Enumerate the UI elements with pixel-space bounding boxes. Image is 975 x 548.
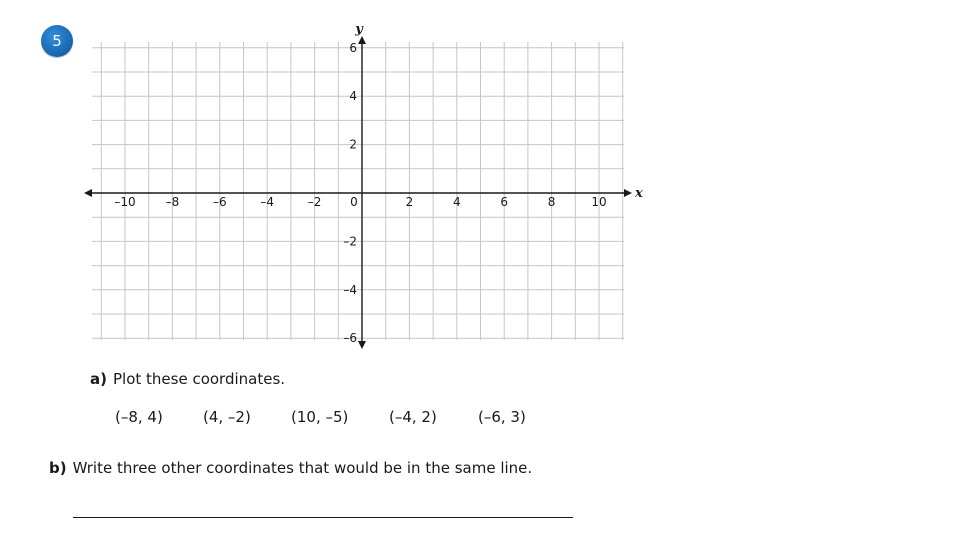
- part-a: [90, 370, 285, 388]
- coordinate-5: (–6, 3): [478, 408, 526, 426]
- y-axis-label: y: [355, 22, 363, 37]
- x-tick-label: –2: [307, 195, 322, 209]
- x-axis-arrow-left: [84, 189, 92, 197]
- part-b-letter: b): [49, 459, 67, 477]
- x-axis-arrow-right: [624, 189, 632, 197]
- y-tick-label: 4: [349, 89, 357, 104]
- part-a-letter: a): [90, 370, 107, 388]
- y-tick-label: 6: [349, 40, 357, 55]
- coordinate-3: (10, –5): [291, 408, 349, 426]
- y-axis-arrow-bottom: [358, 341, 366, 349]
- y-tick-label: 2: [349, 137, 357, 152]
- answer-line[interactable]: [73, 517, 573, 518]
- coordinate-1: (–8, 4): [115, 408, 163, 426]
- y-axis-arrow-top: [358, 36, 366, 44]
- part-a-text: Plot these coordinates.: [112, 370, 286, 388]
- x-tick-label: 6: [500, 195, 509, 209]
- x-tick-label: 8: [547, 195, 556, 209]
- x-axis-label: x: [635, 186, 643, 201]
- coordinate-4: (–4, 2): [389, 408, 437, 426]
- coordinate-2: (4, –2): [203, 408, 251, 426]
- x-tick-label: –6: [212, 195, 227, 209]
- question-number-badge: 5: [41, 25, 73, 57]
- x-tick-label: 0: [350, 195, 358, 209]
- x-tick-label: –8: [165, 195, 180, 209]
- part-b-text: Write three other coordinates that would be in the same line.: [72, 459, 533, 477]
- grid-lines: [92, 42, 624, 340]
- y-tick-label: –2: [343, 234, 357, 249]
- x-tick-label: –10: [114, 195, 136, 209]
- x-tick-label: 2: [405, 195, 414, 209]
- x-tick-label: 4: [452, 195, 461, 209]
- y-tick-label: –6: [343, 331, 357, 346]
- axes: [84, 22, 643, 349]
- x-tick-label: –4: [260, 195, 275, 209]
- part-b: [49, 459, 532, 477]
- y-tick-label: –4: [343, 282, 357, 297]
- x-tick-label: 10: [591, 195, 607, 209]
